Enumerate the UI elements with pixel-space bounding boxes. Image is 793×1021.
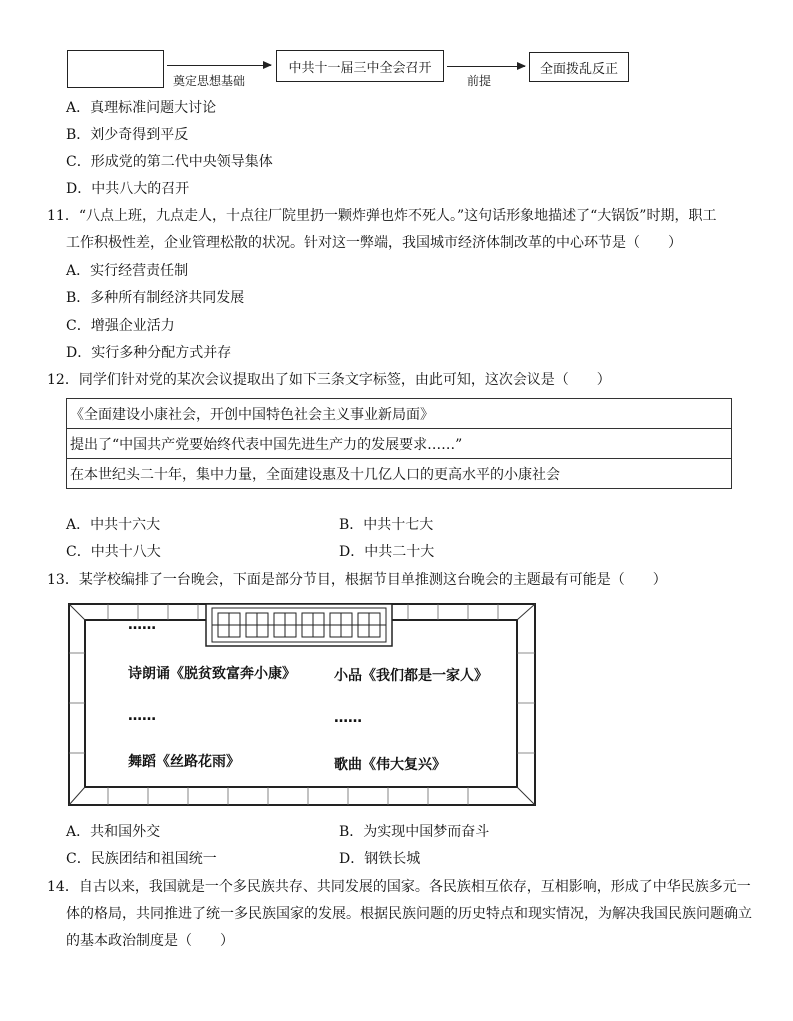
table-row xyxy=(67,459,732,489)
stage-frame-drawing xyxy=(68,603,536,806)
program-dots-top: …… xyxy=(128,617,156,633)
q12-tag-table xyxy=(66,398,732,489)
q13-option-a: A．共和国外交 xyxy=(66,824,161,840)
blank-answer-box xyxy=(67,50,164,88)
flow-label-foundation: 奠定思想基础 xyxy=(173,74,246,88)
q12-stem: 12．同学们针对党的某次会议提取出了如下三条文字标签，由此可知，这次会议是（ ） xyxy=(47,372,611,388)
q13-stem: 13．某学校编排了一台晚会，下面是部分节目，根据节目单推测这台晚会的主题最有可能是（ ） xyxy=(47,572,667,588)
q12-tag-2: 提出了“中国共产党要始终代表中国先进生产力的发展要求……” xyxy=(67,429,732,459)
table-row xyxy=(67,429,732,459)
program-dots-left: …… xyxy=(128,708,156,724)
q13-option-b: B．为实现中国梦而奋斗 xyxy=(339,824,490,840)
flow-label-premise: 前提 xyxy=(467,74,492,88)
q14-stem-line1: 14．自古以来，我国就是一个多民族共存、共同发展的国家。各民族相互依存，互相影响，形成了中华民族多元一 xyxy=(47,879,751,895)
q11-option-b: B．多种所有制经济共同发展 xyxy=(66,290,245,306)
q10-option-b: B．刘少奇得到平反 xyxy=(66,127,189,143)
q10-option-d: D．中共八大的召开 xyxy=(66,181,190,197)
q13-option-c: C．民族团结和祖国统一 xyxy=(66,851,217,867)
program-item-song: 歌曲《伟大复兴》 xyxy=(334,757,446,773)
flow-arrow-2 xyxy=(447,66,525,67)
program-dots-right: …… xyxy=(334,710,362,726)
q10-option-c: C．形成党的第二代中央领导集体 xyxy=(66,154,273,170)
flow-box-third-plenum: 中共十一届三中全会召开 xyxy=(276,50,444,82)
q10-option-a: A．真理标准问题大讨论 xyxy=(66,100,217,116)
q11-stem-line1: 11．“八点上班，九点走人，十点往厂院里扔一颗炸弹也炸不死人。”这句话形象地描述了“大锅饭”时期，职工 xyxy=(47,208,717,224)
q12-option-a: A．中共十六大 xyxy=(66,517,161,533)
q13-option-d: D．钢铁长城 xyxy=(339,851,421,867)
program-stage-frame xyxy=(68,603,536,806)
flow-box-rectification: 全面拨乱反正 xyxy=(529,52,629,82)
table-row xyxy=(67,399,732,429)
program-item-poetry: 诗朗诵《脱贫致富奔小康》 xyxy=(128,666,296,682)
q12-option-d: D．中共二十大 xyxy=(339,544,435,560)
q11-option-a: A．实行经营责任制 xyxy=(66,263,189,279)
q11-stem-line2: 工作积极性差，企业管理松散的状况。针对这一弊端，我国城市经济体制改革的中心环节是（ ） xyxy=(66,235,682,251)
flow-arrow-1 xyxy=(167,65,271,66)
q11-option-c: C．增强企业活力 xyxy=(66,318,175,334)
q14-stem-line2: 体的格局，共同推进了统一多民族国家的发展。根据民族问题的历史特点和现实情况，为解决我国民族问题确立 xyxy=(66,906,752,922)
q12-option-b: B．中共十七大 xyxy=(339,517,434,533)
q11-option-d: D．实行多种分配方式并存 xyxy=(66,345,232,361)
q12-tag-3: 在本世纪头二十年，集中力量，全面建设惠及十几亿人口的更高水平的小康社会 xyxy=(67,459,732,489)
program-item-dance: 舞蹈《丝路花雨》 xyxy=(128,754,240,770)
q12-option-c: C．中共十八大 xyxy=(66,544,161,560)
program-item-sketch: 小品《我们都是一家人》 xyxy=(334,668,488,684)
q14-stem-line3: 的基本政治制度是（ ） xyxy=(66,933,234,949)
q12-tag-1: 《全面建设小康社会，开创中国特色社会主义事业新局面》 xyxy=(67,399,732,429)
